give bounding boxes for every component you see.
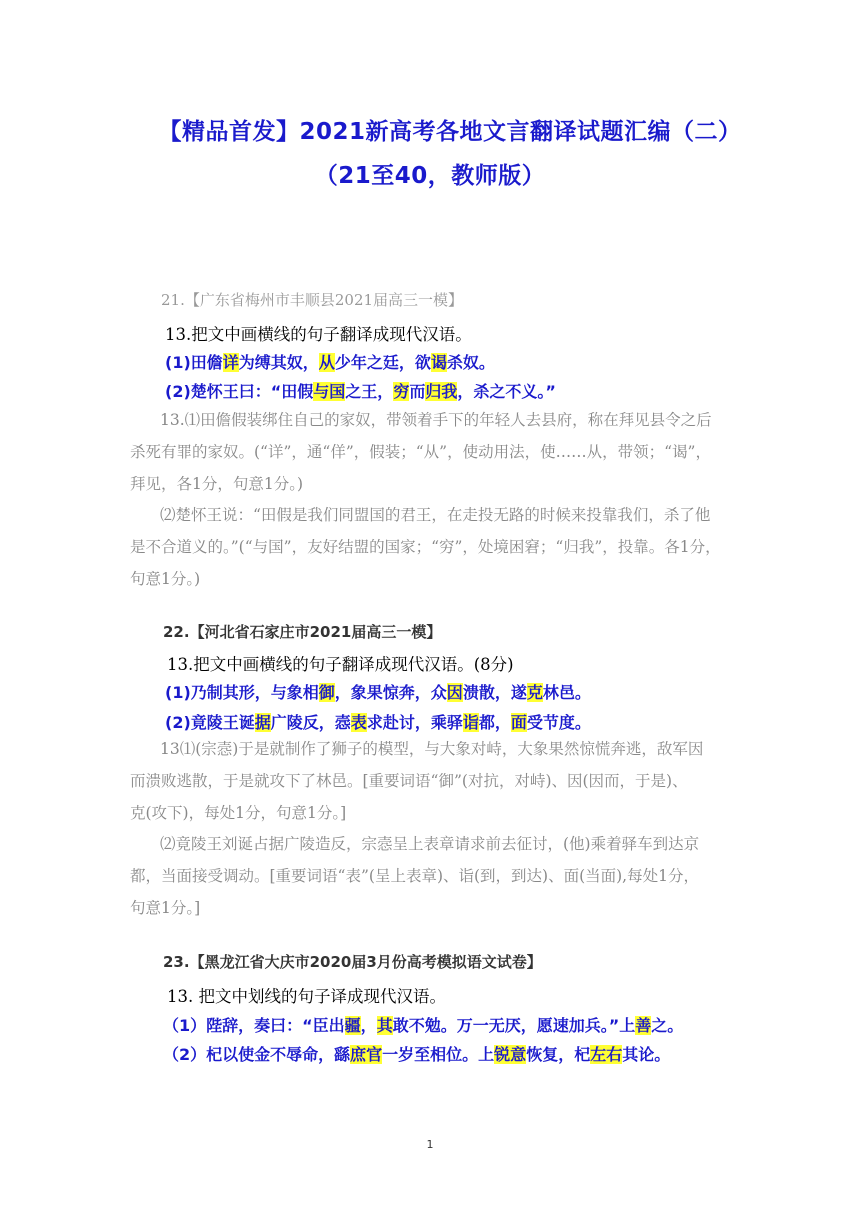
q21-sentence-2: (2)楚怀王曰：“田假与国之王，穷而归我，杀之不义。” [165,382,556,401]
q21-answer-1-line-2: 杀死有罪的家奴。(“详”，通“佯”，假装；“从”，使动用法，使……从，带领；“谒”， [130,443,711,461]
q21-answer-2-line-3: 句意1分。) [130,570,201,588]
q22-answer-2-line-1: ⑵竟陵王刘诞占据广陵造反，宗悫呈上表章请求前去征讨，(他)乘着驿车到达京 [160,835,700,853]
q22-answer-2-line-2: 都，当面接受调动。[重要词语“表”(呈上表章)、诣(到，到达)、面(当面),每处1分， [130,867,699,885]
q22-sentence-1: (1)乃制其形，与象相御，象果惊奔，众因溃散，遂克林邑。 [165,683,591,702]
q23-source: 23.【黑龙江省大庆市2020届3月份高考模拟语文试卷】 [163,953,542,971]
q21-answer-1-line-1: 13.⑴田儋假装绑住自己的家奴，带领着手下的年轻人去县府，称在拜见县令之后 [160,411,712,429]
q23-sentence-1: （1）陛辞，奏曰：“臣出疆，其敢不勉。万一无厌，愿速加兵。”上善之。 [163,1016,684,1035]
q22-source: 22.【河北省石家庄市2021届高三一模】 [163,623,442,641]
q21-answer-2-line-2: 是不合道义的。”(“与国”，友好结盟的国家；“穷”，处境困窘；“归我”，投靠。各1分， [130,538,721,556]
q21-sentence-1: (1)田儋详为缚其奴，从少年之廷，欲谒杀奴。 [165,353,495,372]
q23-question: 13. 把文中划线的句子译成现代汉语。 [167,987,446,1006]
document-title: 【精品首发】2021新高考各地文言翻译试题汇编（二） [158,119,742,145]
page-number: 1 [426,1138,434,1151]
q22-answer-2-line-3: 句意1分。] [130,899,201,917]
q22-answer-1-line-2: 而溃败逃散，于是就攻下了林邑。[重要词语“御”(对抗，对峙)、因(因而，于是)、 [130,772,688,790]
q21-source: 21.【广东省梅州市丰顺县2021届高三一模】 [161,291,464,309]
q22-answer-1-line-3: 克(攻下)，每处1分，句意1分。] [130,804,347,822]
document-subtitle: （21至40，教师版） [314,163,546,189]
q22-answer-1-line-1: 13⑴(宗悫)于是就制作了狮子的模型，与大象对峙，大象果然惊慌奔逃，敌军因 [160,740,704,758]
q23-sentence-2: （2）杞以使金不辱命，繇庶官一岁至相位。上锐意恢复，杞左右其论。 [163,1045,671,1064]
q21-answer-1-line-3: 拜见，各1分，句意1分。) [130,475,304,493]
q21-question: 13.把文中画横线的句子翻译成现代汉语。 [165,325,472,344]
q22-sentence-2: (2)竟陵王诞据广陵反，悫表求赴讨，乘驿诣都，面受节度。 [165,713,591,732]
q22-question: 13.把文中画横线的句子翻译成现代汉语。(8分) [167,655,514,674]
q21-answer-2-line-1: ⑵楚怀王说：“田假是我们同盟国的君王，在走投无路的时候来投靠我们，杀了他 [160,506,711,524]
